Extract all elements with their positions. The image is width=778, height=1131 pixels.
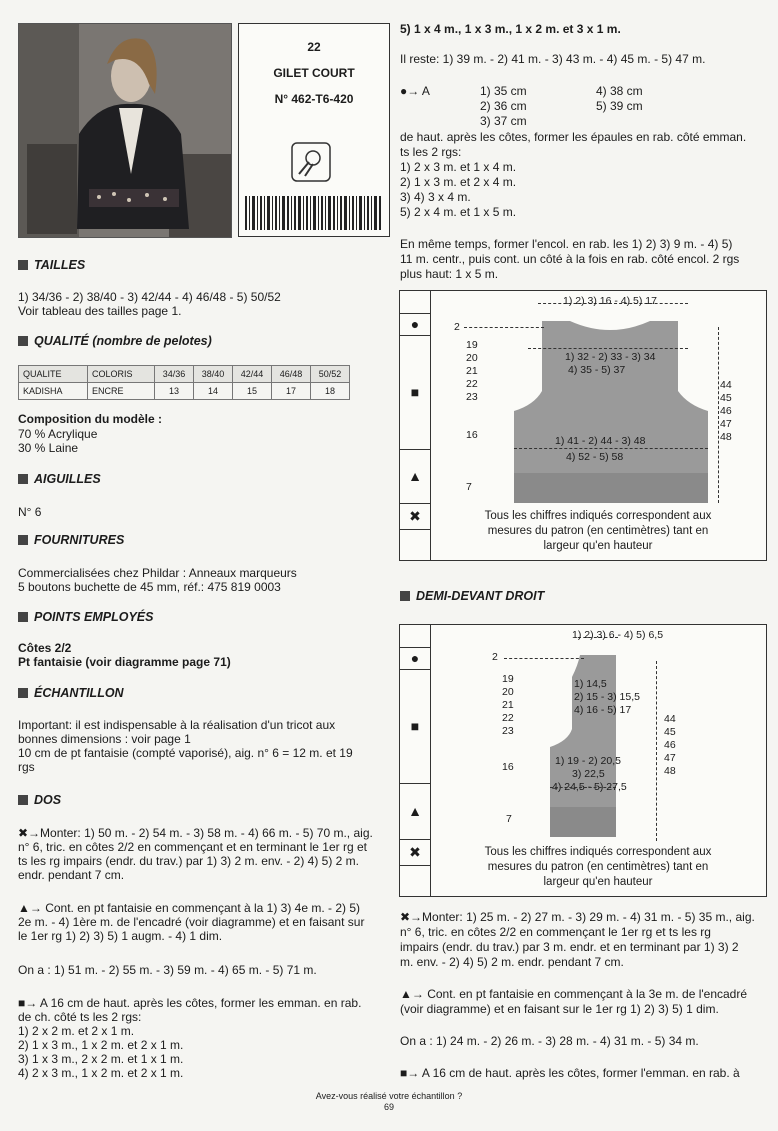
cross-symbol-icon: ✖: [400, 503, 430, 530]
diagram-demi-devant: [399, 624, 767, 897]
square-symbol-icon: ■: [400, 669, 430, 784]
dos-mid-2: 4) 35 - 5) 37: [568, 364, 626, 376]
square-symbol-icon: ■: [400, 335, 430, 450]
dd-bot-3: 4) 24,5 - 5) 27,5: [552, 781, 627, 793]
dos-mid-1: 1) 32 - 2) 33 - 3) 34: [565, 351, 656, 363]
td-size4: 17: [272, 383, 311, 400]
dos-right-46: 46: [720, 405, 732, 417]
pattern-title: GILET COURT: [273, 66, 355, 80]
dd-left-7: 7: [506, 813, 512, 825]
dos-p1-l1: ✖→Monter: 1) 50 m. - 2) 54 m. - 3) 58 m. - 4) 66 m. - 5) 70 m., aig.: [18, 826, 373, 840]
points-line2: Pt fantaisie (voir diagramme page 71): [18, 655, 231, 669]
dos-caption: Tous les chiffres indiqués correspondent aux mesures du patron (en centimètres) tant en largeur qu'en hauteur: [484, 510, 712, 552]
dd-mid-1: 1) 14,5: [574, 678, 607, 690]
right-r4-l1: de haut. après les côtes, former les épaules en rab. côté emman.: [400, 130, 747, 144]
circle-symbol-icon: ●: [400, 313, 430, 336]
fournitures-line2: 5 boutons buchette de 45 mm, réf.: 475 819 0003: [18, 580, 281, 594]
dos-left-22: 22: [466, 378, 478, 390]
aiguilles-value: N° 6: [18, 505, 42, 519]
pattern-reference: N° 462-T6-420: [274, 92, 354, 106]
dd-right-47: 47: [664, 752, 676, 764]
footer-line: Avez-vous réalisé votre échantillon ?: [315, 1091, 463, 1101]
section-echantillon: ÉCHANTILLON: [18, 686, 124, 700]
dd-p3: On a : 1) 24 m. - 2) 26 m. - 3) 28 m. - 4) 31 m. - 5) 34 m.: [400, 1034, 699, 1048]
td-size5: 18: [311, 383, 350, 400]
dd-left-21: 21: [502, 699, 514, 711]
tailles-line1: 1) 34/36 - 2) 38/40 - 3) 42/44 - 4) 46/48 - 5) 50/52: [18, 290, 281, 304]
dd-p2-l1: ▲→ Cont. en pt fantaisie en commençant à la 3e m. de l'encadré: [400, 987, 748, 1001]
th-coloris: COLORIS: [88, 366, 155, 383]
dd-p1-l2: n° 6, tric. en côtes 2/2 en commençant le 1er rg et ts les rg: [400, 925, 711, 939]
dd-p1-l3: impairs (endr. du trav.) par 3 m. endr. et en terminant par 1) 3) 2: [400, 940, 739, 954]
dd-mid-2: 2) 15 - 3) 15,5: [574, 691, 640, 703]
dd-right-44: 44: [664, 713, 676, 725]
echantillon-line3: 10 cm de pt fantaisie (compté vaporisé), aig. n° 6 = 12 m. et 19: [18, 746, 353, 760]
right-r3-s5: 5) 39 cm: [596, 99, 643, 113]
dos-p4-l4: 2) 1 x 3 m., 1 x 2 m. et 2 x 1 m.: [18, 1038, 184, 1052]
diagram-dos: [399, 290, 767, 561]
dd-left-20: 20: [502, 686, 514, 698]
triangle-symbol-icon: ▲: [400, 449, 430, 504]
dos-right-44: 44: [720, 379, 732, 391]
right-r5-l1: En même temps, former l'encol. en rab. les 1) 2) 3) 9 m. - 4) 5): [400, 237, 733, 251]
right-r5-l3: plus haut: 1 x 5 m.: [400, 267, 499, 281]
section-fournitures: FOURNITURES: [18, 533, 124, 547]
dos-p3: On a : 1) 51 m. - 2) 55 m. - 3) 59 m. - 4) 65 m. - 5) 71 m.: [18, 963, 317, 977]
td-size1: 13: [155, 383, 194, 400]
dos-right-47: 47: [720, 418, 732, 430]
td-qualite: KADISHA: [19, 383, 88, 400]
th-size4: 46/48: [272, 366, 311, 383]
dd-right-45: 45: [664, 726, 676, 738]
triangle-symbol-icon: ▲: [400, 783, 430, 840]
dos-left-21: 21: [466, 365, 478, 377]
echantillon-line4: rgs: [18, 760, 35, 774]
section-dos: DOS: [18, 793, 61, 807]
dd-left-2: 2: [492, 651, 498, 663]
composition-title: Composition du modèle :: [18, 412, 162, 426]
th-size1: 34/36: [155, 366, 194, 383]
dos-left-23: 23: [466, 391, 478, 403]
dd-top-width: 1) 2) 3) 6 - 4) 5) 6,5: [572, 629, 664, 641]
composition-line2: 30 % Laine: [18, 441, 79, 455]
dos-left-2: 2: [454, 321, 460, 333]
dos-p2-l1: ▲→ Cont. en pt fantaisie en commençant à la 1) 3) 4e m. - 2) 5): [18, 901, 361, 915]
pattern-info-box: [238, 23, 390, 237]
dos-p4-l1: ■→ A 16 cm de haut. après les côtes, former les emman. en rab.: [18, 996, 362, 1010]
dos-p1-l3: ts les rg impairs (endr. du trav.) par 1) 3) 2 m. env. - 2) 4) 5) 2 m.: [18, 854, 359, 868]
tailles-line2: Voir tableau des tailles page 1.: [18, 304, 182, 318]
right-r4-l2: ts les 2 rgs:: [400, 145, 462, 159]
dd-bot-1: 1) 19 - 2) 20,5: [555, 755, 621, 767]
dos-right-45: 45: [720, 392, 732, 404]
section-points: POINTS EMPLOYÉS: [18, 610, 153, 624]
td-size3: 15: [233, 383, 272, 400]
model-photo: [18, 23, 232, 238]
right-r3-s1: 1) 35 cm: [480, 84, 527, 98]
dos-bot-1: 1) 41 - 2) 44 - 3) 48: [555, 435, 646, 447]
section-aiguilles: AIGUILLES: [18, 472, 101, 486]
dos-p2-l3: le 1er rg 1) 2) 3) 5) 1 augm. - 4) 1 dim.: [18, 929, 223, 943]
barcode: [245, 196, 383, 233]
right-r2: Il reste: 1) 39 m. - 2) 41 m. - 3) 43 m. - 4) 45 m. - 5) 47 m.: [400, 52, 706, 66]
dd-left-23: 23: [502, 725, 514, 737]
model-photo-illustration: [19, 24, 231, 237]
dd-p1-l4: m. env. - 2) 4) 5) 2 m. endr. pendant 7 cm.: [400, 955, 624, 969]
right-r4-l6: 5) 2 x 4 m. et 1 x 5 m.: [400, 205, 517, 219]
td-size2: 14: [194, 383, 233, 400]
th-size5: 50/52: [311, 366, 350, 383]
qualite-table: [18, 365, 350, 400]
dos-left-7: 7: [466, 481, 472, 493]
dd-left-22: 22: [502, 712, 514, 724]
dos-p4-l5: 3) 1 x 3 m., 2 x 2 m. et 1 x 1 m.: [18, 1052, 184, 1066]
th-size2: 38/40: [194, 366, 233, 383]
echantillon-line1: Important: il est indispensable à la réalisation d'un tricot aux: [18, 718, 336, 732]
section-tailles: TAILLES: [18, 258, 85, 272]
right-r1: 5) 1 x 4 m., 1 x 3 m., 1 x 2 m. et 3 x 1 m.: [400, 22, 621, 36]
page-number: 69: [383, 1102, 394, 1112]
dd-bot-2: 3) 22,5: [572, 768, 605, 780]
dos-p4-l2: de ch. côté ts les 2 rgs:: [18, 1010, 142, 1024]
dd-p4: ■→ A 16 cm de haut. après les côtes, former l'emman. en rab. à: [400, 1066, 740, 1080]
section-qualite: QUALITÉ (nombre de pelotes): [18, 334, 212, 348]
section-demi-devant: DEMI-DEVANT DROIT: [400, 589, 544, 603]
dos-left-20: 20: [466, 352, 478, 364]
dos-p1-l2: n° 6, tric. en côtes 2/2 en commençant et en terminant le 1er rg et: [18, 840, 367, 854]
dd-right-48: 48: [664, 765, 676, 777]
yarn-ball-icon: [291, 142, 331, 185]
dos-p4-l6: 4) 2 x 3 m., 1 x 2 m. et 2 x 1 m.: [18, 1066, 184, 1080]
cross-symbol-icon: ✖: [400, 839, 430, 866]
dos-left-16: 16: [466, 429, 478, 441]
dos-left-19: 19: [466, 339, 478, 351]
points-line1: Côtes 2/2: [18, 641, 72, 655]
circle-symbol-icon: ●: [400, 647, 430, 670]
fournitures-line1: Commercialisées chez Phildar : Anneaux marqueurs: [18, 566, 297, 580]
right-r3-s4: 4) 38 cm: [596, 84, 643, 98]
th-qualite: QUALITE: [19, 366, 88, 383]
dos-p2-l2: 2e m. - 4) 1ère m. de l'encadré (voir diagramme) et en faisant sur: [18, 915, 365, 929]
right-r3-marker: ●→ A: [400, 84, 430, 98]
right-r4-l4: 2) 1 x 3 m. et 2 x 4 m.: [400, 175, 517, 189]
dos-top-width: 1) 2) 3) 16 - 4) 5) 17: [563, 295, 657, 307]
dd-right-46: 46: [664, 739, 676, 751]
right-r4-l5: 3) 4) 3 x 4 m.: [400, 190, 471, 204]
right-r3-s3: 3) 37 cm: [480, 114, 527, 128]
footer: [0, 1091, 778, 1113]
dd-caption: Tous les chiffres indiqués correspondent aux mesures du patron (en centimètres) tant en largeur qu'en hauteur: [484, 846, 712, 888]
dd-left-19: 19: [502, 673, 514, 685]
dos-right-48: 48: [720, 431, 732, 443]
dd-p1-l1: ✖→Monter: 1) 25 m. - 2) 27 m. - 3) 29 m. - 4) 31 m. - 5) 35 m., aig.: [400, 910, 755, 924]
dos-p1-l4: endr. pendant 7 cm.: [18, 868, 125, 882]
right-r3-s2: 2) 36 cm: [480, 99, 527, 113]
dd-mid-3: 4) 16 - 5) 17: [574, 704, 632, 716]
th-size3: 42/44: [233, 366, 272, 383]
composition-line1: 70 % Acrylique: [18, 427, 98, 441]
pattern-number: 22: [307, 40, 321, 54]
echantillon-line2: bonnes dimensions : voir page 1: [18, 732, 191, 746]
td-coloris: ENCRE: [88, 383, 155, 400]
dd-p2-l2: (voir diagramme) et en faisant sur le 1er rg 1) 2) 3) 5) 1 dim.: [400, 1002, 719, 1016]
dd-left-16: 16: [502, 761, 514, 773]
dos-bot-2: 4) 52 - 5) 58: [566, 451, 624, 463]
right-r4-l3: 1) 2 x 3 m. et 1 x 4 m.: [400, 160, 517, 174]
right-r5-l2: 11 m. centr., puis cont. un côté à la fois en rab. côté encol. 2 rgs: [400, 252, 740, 266]
dos-p4-l3: 1) 2 x 2 m. et 2 x 1 m.: [18, 1024, 135, 1038]
